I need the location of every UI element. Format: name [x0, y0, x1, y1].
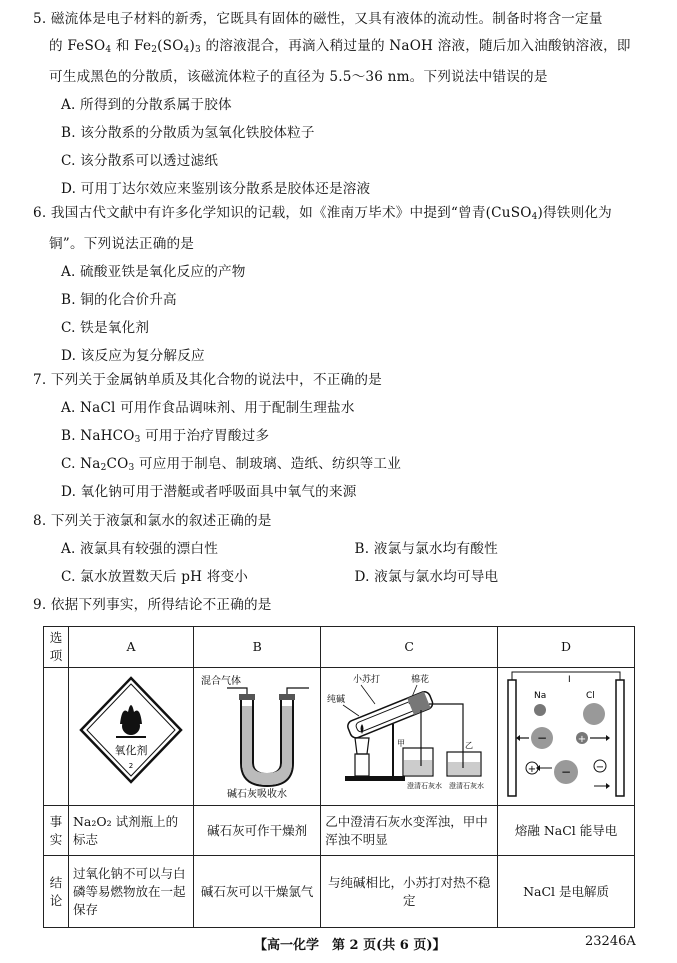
fact-b: 碱石灰可作干燥剂 — [194, 806, 321, 856]
electrolysis-image — [498, 668, 635, 806]
table-facts-row — [44, 806, 635, 856]
question-9 — [33, 592, 648, 619]
chloride-label: Cl — [586, 691, 595, 701]
question-8 — [33, 508, 648, 591]
question-7 — [33, 367, 648, 506]
q5-line3: 可生成黑色的分散质，该磁流体粒子的直径为 5.5～36 nm。下列说法中错误的是 — [49, 69, 548, 85]
q5-line1: 5. 磁流体是电子材料的新秀，它既具有固体的磁性，又具有液体的流动性。制备时将含一定量 — [33, 11, 603, 27]
q8-stem: 8. 下列关于液氯和氯水的叙述正确的是 — [33, 513, 272, 529]
u-tube-icon — [197, 668, 317, 800]
header-option: 选项 — [44, 627, 69, 668]
footer-page-info: 【高一化学 第 2 页(共 6 页)】 — [254, 938, 446, 953]
q6-option-b: B. 铜的化合价升高 — [61, 292, 177, 308]
svg-text:−: − — [595, 762, 605, 773]
q6-option-a: A. 硫酸亚铁是氧化反应的产物 — [61, 264, 246, 280]
oxidizer-class-number: 2 — [128, 762, 134, 770]
q5-line2: 的 FeSO$_4$ 和 $Fe_2(SO_4)_3$ 的溶液混合，再滴入稍过量的 NaOH 溶液，随后加入油酸钠溶液，即 — [49, 38, 631, 55]
u-tube-image — [194, 668, 321, 806]
q9-stem: 9. 依据下列事实，所得结论不正确的是 — [33, 597, 272, 613]
fact-d: 熔融 NaCl 能导电 — [498, 806, 635, 856]
header-c: C — [321, 627, 498, 668]
question-5 — [33, 6, 648, 203]
q8-option-a: A. 液氯具有较强的漂白性 — [61, 541, 218, 557]
q5-option-a: A. 所得到的分散系属于胶体 — [61, 97, 232, 113]
mixed-gas-text: 混合气体 — [201, 676, 242, 687]
q7-stem: 7. 下列关于金属钠单质及其化合物的说法中，不正确的是 — [33, 372, 382, 388]
q7-option-c: C. $Na_2CO_3$ 可应用于制皂、制玻璃、造纸、纺织等工业 — [61, 456, 401, 473]
facts-header: 事实 — [44, 806, 69, 856]
heating-apparatus-icon — [325, 668, 493, 800]
question-6 — [33, 200, 648, 370]
current-label: I — [568, 675, 571, 685]
q5-option-d: D. 可用丁达尔效应来鉴别该分散系是胶体还是溶液 — [61, 181, 371, 197]
electrolysis-icon — [502, 668, 630, 800]
heating-apparatus-image — [321, 668, 498, 806]
q7-option-a: A. NaCl 可用作食品调味剂、用于配制生理盐水 — [61, 400, 355, 416]
q6-option-c: C. 铁是氧化剂 — [61, 320, 150, 336]
conclusion-b: 碱石灰可以干燥氯气 — [194, 856, 321, 928]
q8-option-b: B. 液氯与氯水均有酸性 — [354, 541, 498, 557]
header-b: B — [194, 627, 321, 668]
q8-option-d: D. 液氯与氯水均可导电 — [354, 569, 499, 585]
svg-text:−: − — [537, 731, 548, 745]
q9-table — [43, 626, 635, 928]
conclusions-header: 结论 — [44, 856, 69, 928]
table-header-row — [44, 627, 635, 668]
q8-option-c: C. 氯水放置数天后 pH 将变小 — [61, 569, 249, 585]
conclusion-a: 过氧化钠不可以与白磷等易燃物放在一起保存 — [68, 856, 193, 928]
soda-lime-text: 碱石灰吸收水 — [227, 789, 288, 800]
sodium-label: Na — [534, 691, 547, 701]
baking-soda-text: 小苏打 — [353, 675, 381, 685]
conclusion-c: 与纯碱相比，小苏打对热不稳定 — [321, 856, 498, 928]
svg-text:+: + — [577, 734, 587, 745]
fact-a: Na₂O₂ 试剂瓶上的标志 — [68, 806, 193, 856]
fact-c: 乙中澄清石灰水变浑浊，甲中浑浊不明显 — [321, 806, 498, 856]
q6-line1: 6. 我国古代文献中有许多化学知识的记载，如《淮南万毕术》中提到“曾青(CuSO$_4$)得铁则化为 — [33, 205, 612, 222]
q7-option-b: B. NaHCO$_3$ 可用于治疗胃酸过多 — [61, 428, 270, 445]
oxidizer-diamond-icon — [76, 668, 186, 800]
vessel-jia-text: 甲 — [397, 739, 406, 748]
q5-option-c: C. 该分散系可以透过滤纸 — [61, 153, 219, 169]
svg-text:−: − — [561, 765, 572, 779]
svg-text:+: + — [527, 764, 537, 775]
conclusion-d: NaCl 是电解质 — [498, 856, 635, 928]
soda-ash-text: 纯碱 — [327, 695, 346, 705]
limewater-left-text: 澄清石灰水 — [407, 782, 443, 790]
q6-option-d: D. 该反应为复分解反应 — [61, 348, 205, 364]
q6-line2: 铜”。下列说法正确的是 — [49, 236, 195, 252]
q7-option-d: D. 氧化钠可用于潜艇或者呼吸面具中氧气的来源 — [61, 484, 357, 500]
vessel-yi-text: 乙 — [465, 741, 474, 750]
limewater-right-text: 澄清石灰水 — [449, 782, 485, 790]
table-conclusions-row — [44, 856, 635, 928]
table-image-row — [44, 668, 635, 806]
oxidizer-text: 氧化剂 — [114, 744, 148, 757]
oxidizer-label-image — [68, 668, 193, 806]
header-d: D — [498, 627, 635, 668]
header-a: A — [68, 627, 193, 668]
cotton-text: 棉花 — [411, 675, 430, 685]
q5-option-b: B. 该分散系的分散质为氢氧化铁胶体粒子 — [61, 125, 315, 141]
footer-exam-code: 23246A — [585, 934, 636, 949]
